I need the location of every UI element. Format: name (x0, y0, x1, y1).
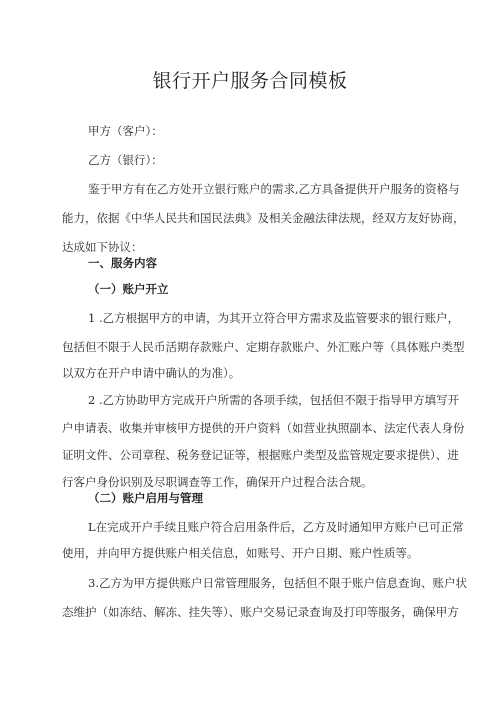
clause-line: 使用，并向甲方提供账户相关信息，如账号、开户日期、账户性质等。 (62, 546, 419, 560)
preamble-line: 能力，依据《中华人民共和国民法典》及相关金融法律法规，经双方友好协商， (62, 211, 465, 225)
preamble-line: 达成如下协议： (62, 240, 143, 254)
party-a-label: 甲方（客户）： (88, 124, 163, 138)
clause-line: 态维护（如冻结、解冻、挂失等）、账户交易记录查询及打印等服务，确保甲方 (62, 605, 459, 619)
clause-line: 证明文件、公司章程、税务登记证等，根据账户类型及监管规定要求提供）、进 (62, 448, 459, 462)
party-b-label: 乙方（银行）： (88, 153, 163, 167)
clause-line: 以双方在开户申请中确认的为准）。 (62, 366, 241, 380)
clause-line: 2 .乙方协助甲方完成开户所需的各项手续，包括但不限于指导甲方填写开 (88, 393, 460, 407)
clause-line: 户申请表、收集并审核甲方提供的开户资料（如营业执照副本、法定代表人身份 (62, 421, 465, 435)
preamble-line: 鉴于甲方有在乙方处开立银行账户的需求,乙方具备提供开户服务的资格与 (88, 182, 460, 196)
section-heading: 一、服务内容 (88, 256, 157, 270)
subsection-heading: （二）账户启用与管理 (88, 491, 203, 505)
clause-line: L在完成开户手续且账户符合启用条件后，乙方及时通知甲方账户已可正常 (88, 520, 464, 534)
document-title: 银行开户服务合同模板 (152, 70, 348, 92)
clause-line: 行客户身份识别及尽职调查等工作，确保开户过程合法合规。 (62, 475, 373, 489)
clause-line: 包括但不限于人民币活期存款账户、定期存款账户、外汇账户等（具体账户类型 (62, 340, 465, 354)
clause-line: 1 .乙方根据甲方的申请，为其开立符合甲方需求及监管要求的银行账户， (88, 311, 460, 325)
subsection-heading: （一）账户开立 (88, 282, 169, 296)
clause-line: 3.乙方为甲方提供账户日常管理服务，包括但不限于账户信息查询、账户状 (88, 576, 467, 590)
